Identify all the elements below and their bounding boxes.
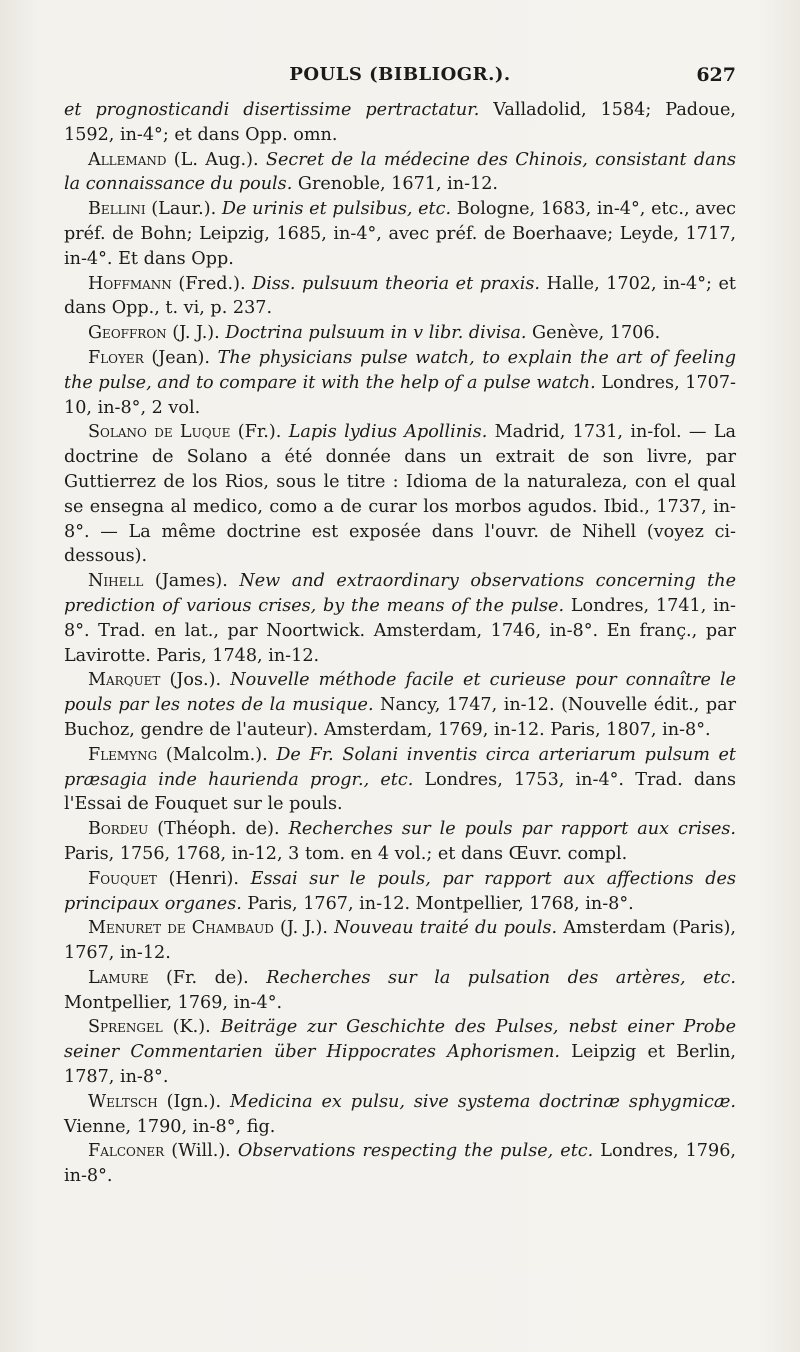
entry-details: Montpellier, 1769, in-4°. — [64, 992, 283, 1013]
entry-author: Bordeu — [88, 819, 149, 840]
entry-author-name: (Fr. de). — [148, 967, 267, 988]
bibliography-entry — [64, 743, 736, 817]
entry-author: Marquet — [88, 670, 161, 691]
bibliography-entry — [64, 916, 736, 966]
bibliography-entry — [64, 966, 736, 1016]
entry-title: Doctrina pulsuum in v libr. divisa. — [225, 323, 527, 344]
bibliography-entry — [64, 668, 736, 742]
entry-title: Secret de la médecine des Chinois, consistant dans la connaissance du pouls. — [64, 149, 736, 195]
entry-author: Solano de Luque — [88, 422, 231, 443]
entry-author: Bellini — [88, 199, 146, 220]
entry-title: Beiträge zur Geschichte des Pulses, nebst einer Probe seiner Commentarien über Hippocrates Aphorismen. — [64, 1017, 736, 1063]
entry-title: Medicina ex pulsu, sive systema doctrinæ sphygmicæ. — [229, 1091, 736, 1112]
entry-author: Allemand — [88, 149, 167, 170]
entry-details: Bologne, 1683, in-4°, etc., avec préf. de Bohn; Leipzig, 1685, in-4°, avec préf. de Boerhaave; Leyde, 1717, in-4°. Et dans Opp. — [64, 199, 736, 269]
entry-author-name: (J. J.). — [273, 918, 335, 939]
bibliography-entry — [64, 867, 736, 917]
bibliography-entry — [64, 817, 736, 867]
entry-title: Essai sur le pouls, par rapport aux affections des principaux organes. — [64, 868, 736, 914]
entry-author: Hoffmann — [88, 273, 172, 294]
entry-title: Diss. pulsuum theoria et praxis. — [252, 273, 541, 294]
entry-details: Vienne, 1790, in-8°, fig. — [64, 1116, 276, 1137]
entry-title: De Fr. Solani inventis circa arteriarum pulsum et præsagia inde haurienda progr., etc. — [64, 744, 736, 790]
entry-author-name: (Malcolm.). — [157, 744, 277, 765]
entry-details: Madrid, 1731, in-fol. — La doctrine de Solano a été donnée dans un extrait de son livre, par Guttierrez de los Rios, sous le titre : Idioma de la naturaleza, con el qual se ensegna al medico, como a de curar los morbos agudos. Ibid., 1737, in-8°. — La même doctrine est exposée dans l'ouvr. de Nihell (voyez ci-dessous). — [64, 422, 736, 567]
entry-details: Genève, 1706. — [526, 323, 661, 344]
bibliography-list — [64, 98, 736, 1189]
entry-author: Fouquet — [88, 868, 157, 889]
entry-details: Amsterdam (Paris), 1767, in-12. — [64, 918, 736, 964]
entry-author-name: (Ign.). — [157, 1091, 230, 1112]
entry-author-name: (Will.). — [164, 1141, 238, 1162]
entry-title: et prognosticandi disertissime pertractatur. — [64, 100, 480, 120]
entry-author-name: (Henri). — [156, 868, 251, 889]
entry-details: Leipzig et Berlin, 1787, in-8°. — [64, 1042, 736, 1088]
page-header — [64, 64, 736, 92]
bibliography-entry — [64, 569, 736, 668]
entry-details: Grenoble, 1671, in-12. — [292, 174, 499, 195]
entry-details: Londres, 1796, in-8°. — [64, 1141, 736, 1187]
entry-author-name: (L. Aug.). — [166, 149, 266, 170]
entry-author-name: (James). — [143, 571, 240, 592]
entry-details: Londres, 1741, in-8°. Trad. en lat., par Noortwick. Amsterdam, 1746, in-8°. En franç., par Lavirotte. Paris, 1748, in-12. — [64, 595, 736, 666]
entry-details: Paris, 1767, in-12. Montpellier, 1768, in-8°. — [241, 893, 634, 914]
bibliography-entry — [64, 420, 736, 569]
entry-title: New and extraordinary observations concerning the prediction of various crises, by the means of the pulse. — [64, 571, 736, 616]
entry-author: Nihell — [88, 571, 144, 592]
entry-author: Flemyng — [88, 744, 158, 765]
entry-author-name: (Théoph. de). — [148, 819, 289, 840]
bibliography-entry — [64, 272, 736, 322]
entry-author: Falconer — [88, 1141, 165, 1162]
entry-title: Recherches sur la pulsation des artères, etc. — [266, 967, 736, 988]
entry-title: Nouvelle méthode facile et curieuse pour connaître le pouls par les notes de la musique. — [64, 670, 736, 716]
entry-title: The physicians pulse watch, to explain the art of feeling the pulse, and to compare it with the help of a pulse watch. — [64, 347, 736, 393]
entry-author-name: (J. J.). — [166, 323, 226, 344]
running-title: POULS (BIBLIOGR.). — [289, 64, 511, 85]
page-number: 627 — [696, 64, 736, 86]
entry-details: Londres, 1753, in-4°. Trad. dans l'Essai de Fouquet sur le pouls. — [64, 769, 736, 815]
entry-author-name: (Jean). — [143, 347, 218, 368]
entry-details: Londres, 1707-10, in-8°, 2 vol. — [64, 372, 736, 418]
entry-author: Menuret de Chambaud — [88, 918, 274, 939]
bibliography-entry — [64, 346, 736, 420]
entry-title: Recherches sur le pouls par rapport aux crises. — [288, 819, 736, 840]
entry-details: Paris, 1756, 1768, in-12, 3 tom. en 4 vol.; et dans Œuvr. compl. — [64, 843, 628, 864]
bibliography-entry — [64, 197, 736, 271]
entry-title: Lapis lydius Apollinis. — [288, 422, 488, 443]
entry-details: Valladolid, 1584; Padoue, 1592, in-4°; et dans Opp. omn. — [64, 100, 736, 145]
entry-author: Weltsch — [88, 1091, 158, 1112]
bibliography-entry — [64, 1015, 736, 1089]
entry-title: Observations respecting the pulse, etc. — [237, 1141, 594, 1162]
entry-details: Nancy, 1747, in-12. (Nouvelle édit., par Buchoz, gendre de l'auteur). Amsterdam, 1769, in-12. Paris, 1807, in-8°. — [64, 695, 736, 740]
entry-details: Halle, 1702, in-4°; et dans Opp., t. vi, p. 237. — [64, 273, 736, 319]
entry-title: De urinis et pulsibus, etc. — [221, 199, 452, 220]
bibliography-entry — [64, 98, 736, 148]
entry-author-name: (Jos.). — [160, 670, 231, 691]
entry-title: Nouveau traité du pouls. — [334, 918, 558, 939]
entry-author-name: (Fr.). — [230, 422, 289, 443]
entry-author: Lamure — [88, 967, 149, 988]
entry-author: Floyer — [88, 347, 144, 368]
entry-author-name: (K.). — [162, 1017, 221, 1038]
bibliography-entry — [64, 148, 736, 198]
entry-author: Sprengel — [88, 1017, 163, 1038]
bibliography-entry — [64, 321, 736, 346]
entry-author: Geoffron — [88, 323, 167, 344]
bibliography-entry — [64, 1139, 736, 1189]
bibliography-entry — [64, 1090, 736, 1140]
entry-author-name: (Fred.). — [171, 273, 253, 294]
entry-author-name: (Laur.). — [145, 199, 222, 220]
